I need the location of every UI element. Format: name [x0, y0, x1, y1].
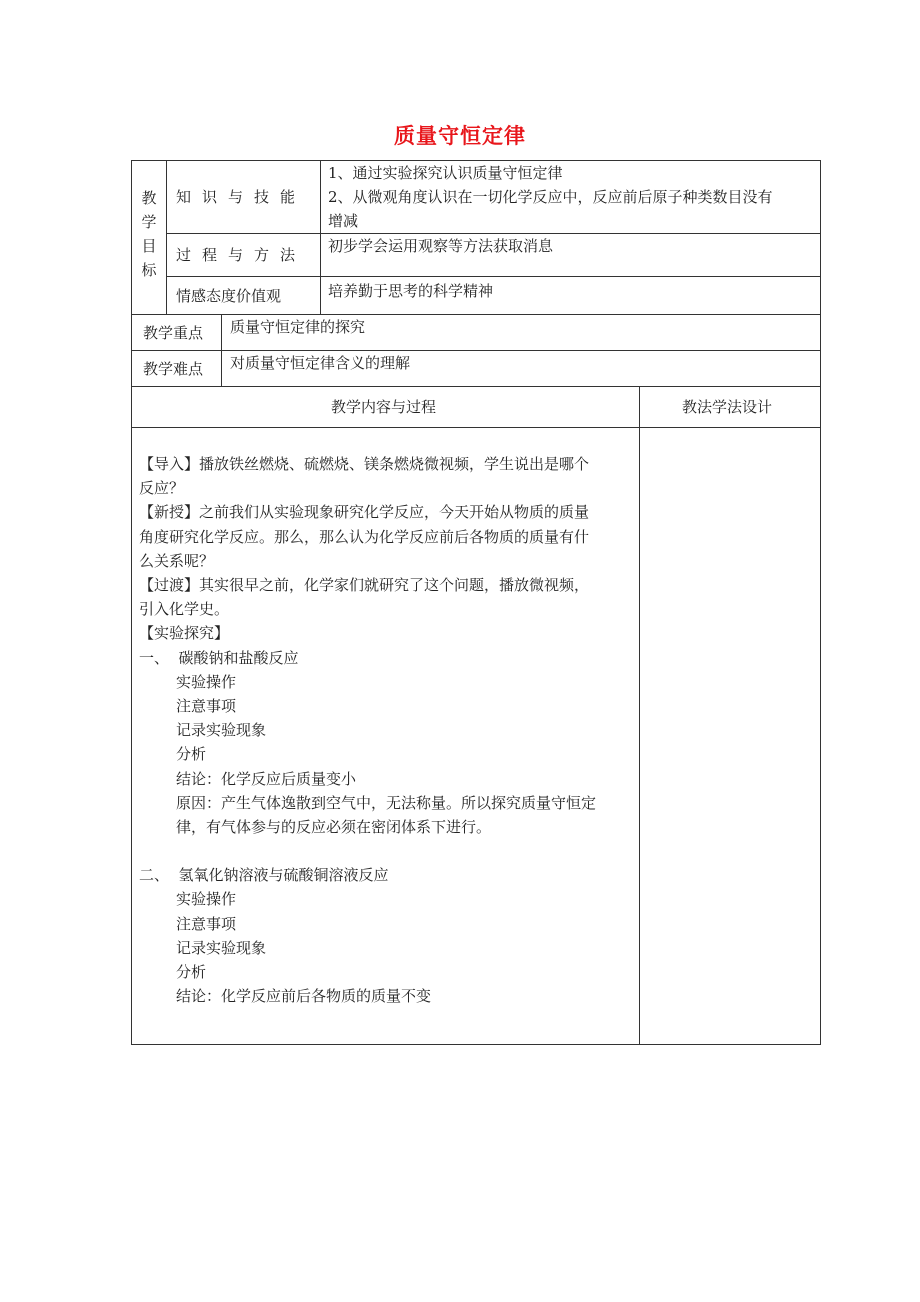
content-line: 实验操作 — [176, 672, 237, 691]
page-title: 质量守恒定律 — [394, 124, 526, 148]
objectives-label-char: 目 — [141, 237, 157, 255]
difficulty-text: 对质量守恒定律含义的理解 — [230, 354, 411, 372]
content-line: 一、 碳酸钠和盐酸反应 — [139, 648, 299, 667]
key-point-text: 质量守恒定律的探究 — [230, 318, 366, 336]
content-line: 注意事项 — [176, 914, 237, 933]
content-line: 记录实验现象 — [176, 721, 267, 740]
content-line: 律，有气体参与的反应必须在密闭体系下进行。 — [176, 818, 492, 837]
difficulty-label: 教学难点 — [143, 360, 204, 378]
content-line: 【过渡】其实很早之前，化学家们就研究了这个问题，播放微视频， — [139, 576, 590, 595]
content-line: 【导入】播放铁丝燃烧、硫燃烧、镁条燃烧微视频，学生说出是哪个 — [139, 455, 590, 473]
knowledge-item: 增减 — [328, 212, 359, 230]
content-line: 么关系呢？ — [139, 551, 215, 570]
process-label: 过程与方法 — [176, 246, 307, 264]
content-line: 原因：产生气体逸散到空气中，无法称量。所以探究质量守恒定 — [176, 793, 597, 812]
content-line: 结论：化学反应前后各物质的质量不变 — [176, 987, 432, 1006]
knowledge-item: 2、从微观角度认识在一切化学反应中，反应前后原子种类数目没有 — [328, 188, 773, 206]
objectives-label-char: 学 — [141, 213, 157, 231]
content-line: 实验操作 — [176, 890, 237, 909]
content-line: 【实验探究】 — [139, 624, 230, 643]
attitude-text: 培养勤于思考的科学精神 — [328, 282, 494, 300]
content-line: 反应？ — [139, 479, 185, 498]
objectives-label — [132, 186, 166, 282]
knowledge-item: 1、通过实验探究认识质量守恒定律 — [328, 164, 563, 182]
content-body — [139, 452, 634, 1008]
content-line: 分析 — [176, 963, 207, 982]
content-line: 记录实验现象 — [176, 938, 267, 957]
content-line: 注意事项 — [176, 697, 237, 716]
content-line: 分析 — [176, 745, 207, 764]
key-point-label: 教学重点 — [143, 324, 204, 342]
objectives-label-char: 标 — [141, 261, 157, 279]
attitude-label: 情感态度价值观 — [176, 287, 282, 305]
content-line: 结论：化学反应后质量变小 — [176, 769, 357, 788]
process-text: 初步学会运用观察等方法获取消息 — [328, 237, 554, 255]
content-line: 角度研究化学反应。那么，那么认为化学反应前后各物质的质量有什 — [139, 527, 590, 546]
content-line: 【新授】之前我们从实验现象研究化学反应，今天开始从物质的质量 — [139, 503, 590, 522]
content-header: 教学内容与过程 — [331, 398, 437, 416]
knowledge-label: 知识与技能 — [176, 188, 307, 206]
objectives-label-char: 教 — [141, 189, 157, 207]
content-line: 二、 氢氧化钠溶液与硫酸铜溶液反应 — [139, 866, 389, 885]
content-line: 引入化学史。 — [139, 600, 230, 619]
design-header: 教法学法设计 — [682, 398, 773, 416]
